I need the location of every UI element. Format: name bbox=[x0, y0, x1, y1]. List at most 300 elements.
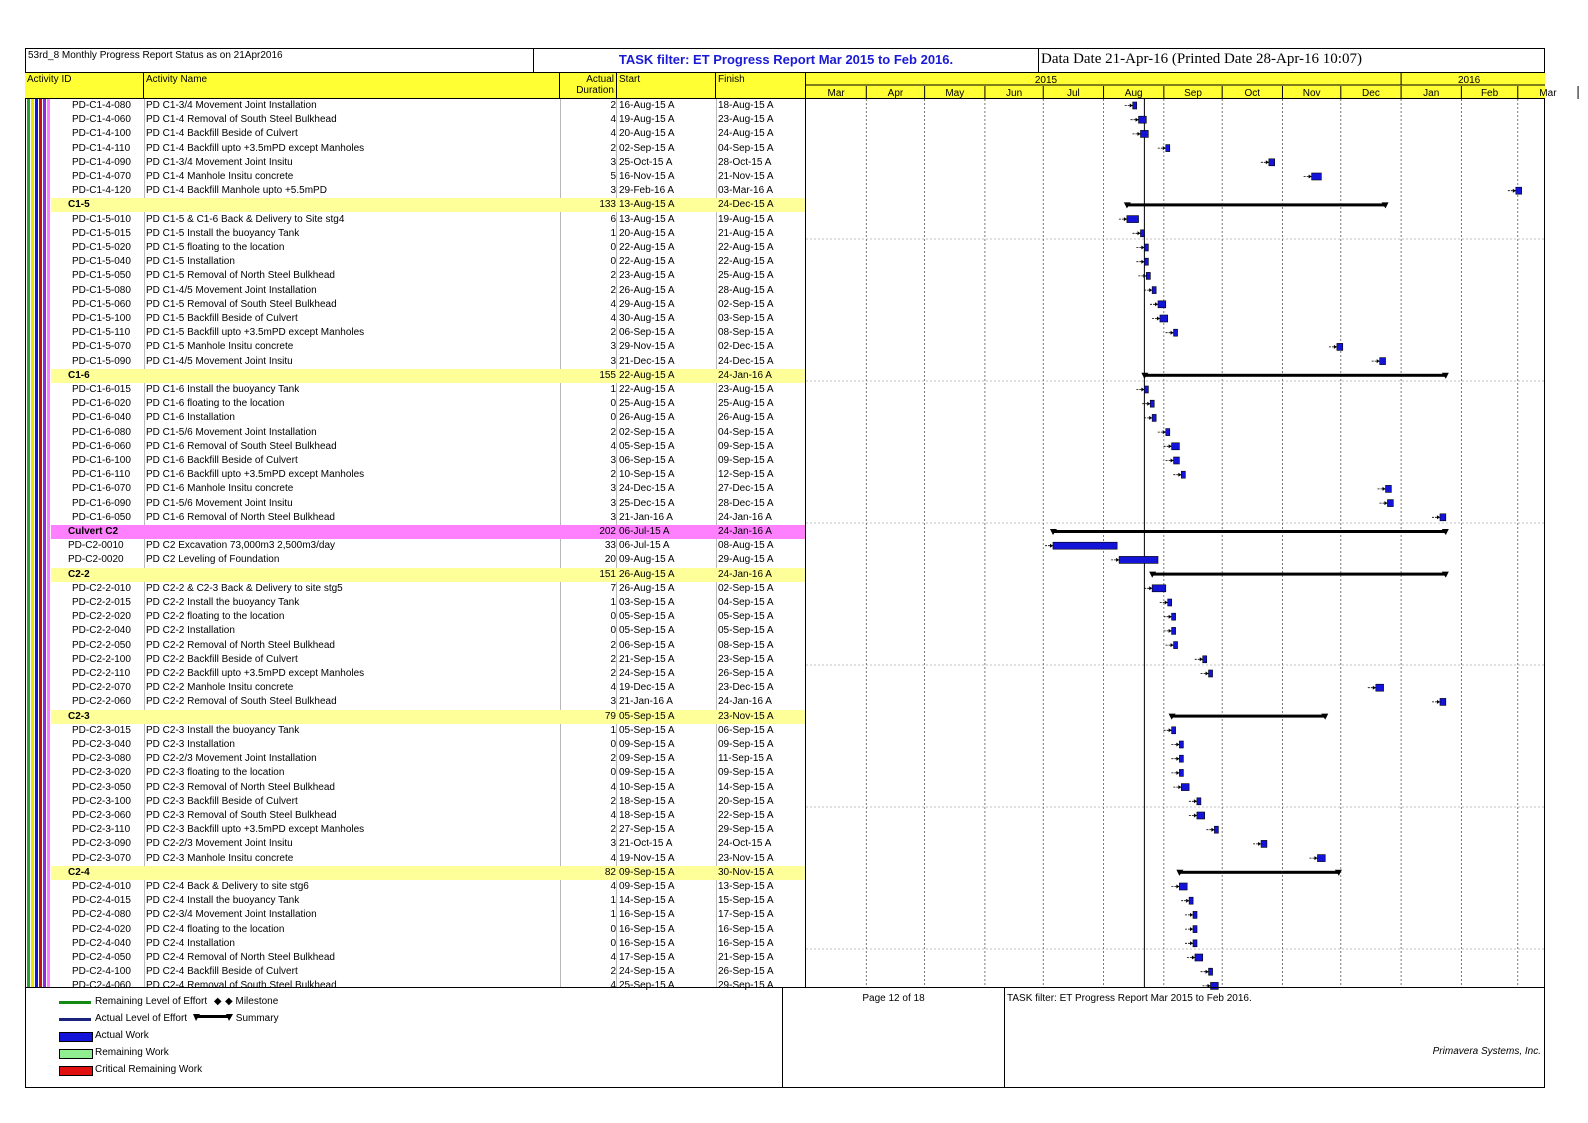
activity-id-cell: PD-C1-4-090 bbox=[72, 156, 131, 168]
activity-name-cell: PD C2-4 Backfill Beside of Culvert bbox=[146, 966, 298, 978]
relationship-arrow bbox=[1384, 501, 1387, 505]
duration-cell: 0 bbox=[610, 923, 616, 935]
actual-work-bar bbox=[1140, 230, 1144, 237]
activity-row[interactable] bbox=[25, 624, 805, 638]
duration-cell: 155 bbox=[599, 369, 616, 381]
finish-cell: 03-Sep-15 A bbox=[718, 313, 774, 324]
finish-cell: 29-Aug-15 A bbox=[718, 554, 774, 566]
activity-name-cell: PD C2-3 Removal of South Steel Bulkhead bbox=[146, 810, 337, 821]
activity-row[interactable] bbox=[25, 284, 805, 298]
actual-work-bar bbox=[1197, 798, 1201, 805]
report-title: 53rd_8 Monthly Progress Report Status as on 21Apr2016 bbox=[25, 48, 534, 73]
activity-id-cell: C2-2 bbox=[68, 568, 90, 580]
activity-row[interactable] bbox=[25, 99, 805, 113]
activity-id-cell: PD-C2-3-100 bbox=[72, 795, 131, 807]
duration-cell: 5 bbox=[610, 171, 616, 182]
start-cell: 16-Sep-15 A bbox=[619, 923, 675, 935]
activity-id-cell: PD-C2-2-060 bbox=[72, 696, 131, 708]
activity-row[interactable] bbox=[25, 511, 805, 525]
start-cell: 10-Sep-15 A bbox=[619, 469, 675, 481]
activity-row[interactable] bbox=[25, 667, 805, 681]
finish-cell: 05-Sep-15 A bbox=[718, 611, 774, 623]
activity-name-cell: PD C1-5 Removal of South Steel Bulkhead bbox=[146, 298, 337, 310]
duration-cell: 1 bbox=[610, 724, 616, 736]
activity-row[interactable] bbox=[25, 340, 805, 354]
column-header-bar bbox=[25, 73, 805, 99]
month-label: Nov bbox=[1302, 88, 1321, 99]
finish-cell: 26-Aug-15 A bbox=[718, 412, 774, 424]
activity-row[interactable] bbox=[25, 127, 805, 141]
duration-cell: 7 bbox=[610, 582, 616, 594]
start-cell: 22-Aug-15 A bbox=[619, 256, 675, 268]
actual-work-bar bbox=[1386, 485, 1392, 492]
duration-cell: 3 bbox=[610, 185, 616, 197]
start-cell: 05-Sep-15 A bbox=[619, 625, 675, 637]
task-filter-title: TASK filter: ET Progress Report Mar 2015 to Feb 2016. bbox=[534, 48, 1039, 73]
milestone-diamond-icon: ◆ bbox=[213, 996, 222, 1007]
relationship-arrow bbox=[1163, 430, 1166, 434]
start-cell: 18-Sep-15 A bbox=[619, 795, 675, 807]
activity-id-cell: PD-C1-5-020 bbox=[72, 242, 131, 253]
start-cell: 24-Sep-15 A bbox=[619, 966, 675, 978]
activity-id-cell: PD-C2-4-040 bbox=[72, 937, 131, 949]
actual-work-bar bbox=[1337, 343, 1343, 350]
finish-cell: 23-Sep-15 A bbox=[718, 653, 774, 665]
duration-cell: 3 bbox=[610, 511, 616, 523]
activity-row[interactable] bbox=[25, 497, 805, 511]
activity-name-cell: PD C1-5/6 Movement Joint Installation bbox=[146, 426, 317, 438]
finish-cell: 23-Nov-15 A bbox=[718, 852, 774, 864]
year-label: 2016 bbox=[1457, 75, 1481, 86]
start-cell: 06-Sep-15 A bbox=[619, 455, 675, 466]
finish-cell: 09-Sep-15 A bbox=[718, 455, 774, 466]
activity-name-cell: PD C1-5 Installation bbox=[146, 256, 235, 268]
start-cell: 06-Sep-15 A bbox=[619, 327, 675, 339]
start-cell: 02-Sep-15 A bbox=[619, 426, 675, 438]
relationship-arrow bbox=[1211, 828, 1214, 832]
activity-name-cell: PD C1-4 Backfill upto +3.5mPD except Manholes bbox=[146, 142, 365, 154]
month-label: Oct bbox=[1244, 88, 1261, 99]
activity-row[interactable] bbox=[25, 113, 805, 127]
relationship-arrow bbox=[1176, 743, 1179, 747]
start-cell: 05-Sep-15 A bbox=[619, 611, 675, 623]
activity-row[interactable] bbox=[25, 213, 805, 227]
relationship-arrow bbox=[1383, 487, 1386, 491]
activity-row[interactable] bbox=[25, 468, 805, 482]
finish-cell: 12-Sep-15 A bbox=[718, 469, 774, 481]
relationship-arrow bbox=[1169, 728, 1172, 732]
summary-bar bbox=[1152, 573, 1446, 576]
activity-row[interactable] bbox=[25, 454, 805, 468]
activity-name-cell: PD C1-6 Backfill Beside of Culvert bbox=[146, 455, 298, 466]
actual-work-bar bbox=[1172, 627, 1176, 634]
activity-row[interactable] bbox=[25, 965, 805, 979]
wbs-project-row[interactable] bbox=[51, 525, 805, 539]
activity-name-cell: PD C1-4 Backfill Manhole upto +5.5mPD bbox=[146, 185, 327, 197]
activity-name-cell: PD C2-4 Install the buoyancy Tank bbox=[146, 895, 300, 907]
activity-name-cell: PD C2-3 floating to the location bbox=[146, 767, 285, 779]
start-cell: 21-Jan-16 A bbox=[619, 511, 673, 523]
activity-row[interactable] bbox=[25, 326, 805, 340]
start-cell: 13-Aug-15 A bbox=[619, 199, 675, 211]
legend-critical-label: Critical Remaining Work bbox=[95, 1064, 203, 1075]
wbs-group-row[interactable] bbox=[51, 369, 805, 383]
actual-work-bar bbox=[1144, 386, 1148, 393]
activity-row[interactable] bbox=[25, 766, 805, 780]
relationship-arrow bbox=[1149, 288, 1152, 292]
activity-id-cell: PD-C1-4-100 bbox=[72, 128, 131, 140]
legend-actual-loe-swatch bbox=[59, 1018, 91, 1021]
duration-cell: 4 bbox=[610, 440, 616, 452]
activity-row[interactable] bbox=[25, 142, 805, 156]
finish-cell: 28-Dec-15 A bbox=[718, 497, 774, 509]
activity-name-cell: PD C2-2 Backfill Beside of Culvert bbox=[146, 653, 298, 665]
activity-id-cell: PD-C2-4-100 bbox=[72, 966, 131, 978]
col-duration-line1: Actual bbox=[586, 74, 614, 85]
duration-cell: 3 bbox=[610, 156, 616, 168]
activity-row[interactable] bbox=[25, 241, 805, 255]
activity-row[interactable] bbox=[25, 553, 805, 567]
activity-row[interactable] bbox=[25, 951, 805, 965]
start-cell: 19-Dec-15 A bbox=[619, 682, 675, 694]
start-cell: 16-Aug-15 A bbox=[619, 100, 675, 111]
activity-name-cell: PD C1-6 floating to the location bbox=[146, 398, 285, 410]
actual-work-bar bbox=[1181, 471, 1185, 478]
activity-id-cell: PD-C2-2-015 bbox=[72, 597, 131, 608]
activity-row[interactable] bbox=[25, 781, 805, 795]
activity-name-cell: PD C2-4 Removal of North Steel Bulkhead bbox=[146, 952, 335, 963]
finish-cell: 22-Aug-15 A bbox=[718, 256, 774, 268]
actual-work-bar bbox=[1152, 585, 1166, 592]
activity-name-cell: PD C2-3 Backfill Beside of Culvert bbox=[146, 795, 298, 807]
activity-id-cell: PD-C2-2-100 bbox=[72, 653, 131, 665]
finish-cell: 04-Sep-15 A bbox=[718, 426, 774, 438]
wbs-group-row[interactable] bbox=[51, 198, 805, 212]
activity-id-cell: PD-C1-5-060 bbox=[72, 298, 131, 310]
activity-id-cell: PD-C2-4-020 bbox=[72, 923, 131, 935]
month-label: Mar bbox=[827, 88, 845, 99]
activity-row[interactable] bbox=[25, 894, 805, 908]
activity-name-cell: PD C2-4 Installation bbox=[146, 937, 235, 949]
relationship-arrow bbox=[1186, 899, 1189, 903]
start-cell: 03-Sep-15 A bbox=[619, 597, 675, 608]
start-cell: 26-Aug-15 A bbox=[619, 412, 675, 424]
activity-name-cell: PD C1-5 floating to the location bbox=[146, 242, 285, 253]
start-cell: 22-Aug-15 A bbox=[619, 369, 675, 381]
activity-row[interactable] bbox=[25, 184, 805, 198]
activity-row[interactable] bbox=[25, 596, 805, 610]
duration-cell: 2 bbox=[610, 469, 616, 481]
activity-row[interactable] bbox=[25, 170, 805, 184]
finish-cell: 19-Aug-15 A bbox=[718, 213, 774, 225]
activity-row[interactable] bbox=[25, 681, 805, 695]
finish-cell: 23-Dec-15 A bbox=[718, 682, 774, 694]
finish-cell: 28-Aug-15 A bbox=[718, 284, 774, 296]
activity-row[interactable] bbox=[25, 440, 805, 454]
col-duration-line2: Duration bbox=[576, 85, 614, 96]
wbs-group-row[interactable] bbox=[51, 866, 805, 880]
activity-name-cell: PD C2-3 Install the buoyancy Tank bbox=[146, 724, 300, 736]
start-cell: 16-Sep-15 A bbox=[619, 937, 675, 949]
activity-row[interactable] bbox=[25, 653, 805, 667]
month-label: Jun bbox=[1006, 88, 1023, 99]
duration-cell: 6 bbox=[610, 213, 616, 225]
activity-row[interactable] bbox=[25, 582, 805, 596]
activity-name-cell: PD C1-5 Install the buoyancy Tank bbox=[146, 227, 300, 239]
activity-id-cell: PD-C2-4-010 bbox=[72, 881, 131, 892]
duration-cell: 4 bbox=[610, 682, 616, 694]
start-cell: 29-Aug-15 A bbox=[619, 298, 675, 310]
start-cell: 20-Aug-15 A bbox=[619, 128, 675, 140]
activity-id-cell: PD-C1-5-015 bbox=[72, 227, 131, 239]
activity-row[interactable] bbox=[25, 809, 805, 823]
activity-row[interactable] bbox=[25, 823, 805, 837]
activity-id-cell: PD-C1-6-020 bbox=[72, 398, 131, 410]
start-cell: 05-Sep-15 A bbox=[619, 710, 675, 722]
activity-id-cell: PD-C1-4-070 bbox=[72, 171, 131, 182]
actual-work-bar bbox=[1197, 812, 1205, 819]
month-label: Mar bbox=[1539, 88, 1557, 99]
finish-cell: 24-Jan-16 A bbox=[718, 369, 772, 381]
relationship-arrow bbox=[1437, 515, 1440, 519]
actual-work-bar bbox=[1269, 159, 1275, 166]
activity-id-cell: PD-C1-6-015 bbox=[72, 384, 131, 395]
actual-work-bar bbox=[1144, 258, 1148, 265]
start-cell: 24-Dec-15 A bbox=[619, 483, 675, 495]
start-cell: 09-Sep-15 A bbox=[619, 767, 675, 779]
duration-cell: 2 bbox=[610, 426, 616, 438]
wbs-group-row[interactable] bbox=[51, 710, 805, 724]
finish-cell: 21-Nov-15 A bbox=[718, 171, 774, 182]
activity-name-cell: PD C2-3 Manhole Insitu concrete bbox=[146, 852, 294, 864]
start-cell: 19-Nov-15 A bbox=[619, 852, 675, 864]
activity-id-cell: PD-C1-6-060 bbox=[72, 440, 131, 452]
legend-remaining-loe-swatch bbox=[59, 1001, 91, 1004]
relationship-arrow bbox=[1176, 885, 1179, 889]
duration-cell: 133 bbox=[599, 199, 616, 211]
summary-bar bbox=[1172, 715, 1326, 718]
relationship-arrow bbox=[1309, 175, 1312, 179]
activity-row[interactable] bbox=[25, 923, 805, 937]
activity-row[interactable] bbox=[25, 426, 805, 440]
activity-row[interactable] bbox=[25, 227, 805, 241]
relationship-arrow bbox=[1149, 416, 1152, 420]
activity-id-cell: PD-C2-3-080 bbox=[72, 753, 131, 765]
actual-work-bar bbox=[1440, 698, 1446, 705]
summary-bar bbox=[1127, 203, 1386, 206]
activity-row[interactable] bbox=[25, 908, 805, 922]
duration-cell: 2 bbox=[610, 753, 616, 765]
activity-row[interactable] bbox=[25, 610, 805, 624]
month-label: Feb bbox=[1480, 88, 1499, 99]
activity-name-cell: PD C2-2/3 Movement Joint Installation bbox=[146, 753, 317, 765]
relationship-arrow bbox=[1258, 842, 1261, 846]
activity-id-cell: PD-C1-6-040 bbox=[72, 412, 131, 424]
company-name: Primavera Systems, Inc. bbox=[1432, 1046, 1541, 1057]
activity-id-cell: PD-C2-0020 bbox=[68, 554, 124, 566]
summary-bar-icon bbox=[193, 1013, 233, 1023]
actual-work-bar bbox=[1166, 429, 1170, 436]
actual-work-bar bbox=[1209, 670, 1213, 677]
duration-cell: 4 bbox=[610, 980, 616, 992]
activity-id-cell: PD-C1-5-090 bbox=[72, 355, 131, 367]
activity-id-cell: C1-5 bbox=[68, 199, 90, 211]
activity-name-cell: PD C2-3 Removal of North Steel Bulkhead bbox=[146, 781, 335, 793]
relationship-arrow bbox=[1157, 317, 1160, 321]
duration-cell: 3 bbox=[610, 341, 616, 353]
duration-cell: 2 bbox=[610, 284, 616, 296]
duration-cell: 1 bbox=[610, 384, 616, 395]
col-actual-duration[interactable] bbox=[560, 73, 617, 99]
duration-cell: 79 bbox=[604, 710, 616, 722]
activity-row[interactable] bbox=[25, 880, 805, 894]
activity-name-cell: PD C1-4/5 Movement Joint Installation bbox=[146, 284, 317, 296]
activity-row[interactable] bbox=[25, 269, 805, 283]
activity-id-cell: PD-C1-6-070 bbox=[72, 483, 131, 495]
activity-name-cell: PD C1-5 Removal of North Steel Bulkhead bbox=[146, 270, 335, 282]
finish-cell: 15-Sep-15 A bbox=[718, 895, 774, 907]
month-label: Aug bbox=[1124, 88, 1143, 99]
duration-cell: 4 bbox=[610, 952, 616, 963]
start-cell: 21-Jan-16 A bbox=[619, 696, 673, 708]
activity-row[interactable] bbox=[25, 383, 805, 397]
start-cell: 16-Nov-15 A bbox=[619, 171, 675, 182]
activity-id-cell: PD-C1-4-110 bbox=[72, 142, 131, 154]
relationship-arrow bbox=[1169, 444, 1172, 448]
activity-name-cell: PD C2-2 Removal of North Steel Bulkhead bbox=[146, 639, 335, 651]
col-activity-id[interactable]: Activity ID bbox=[25, 73, 144, 99]
start-cell: 27-Sep-15 A bbox=[619, 824, 675, 836]
actual-work-bar bbox=[1179, 883, 1187, 890]
activity-id-cell: PD-C2-2-050 bbox=[72, 639, 131, 651]
activity-row[interactable] bbox=[25, 852, 805, 866]
relationship-arrow bbox=[1194, 799, 1197, 803]
activity-row[interactable] bbox=[25, 312, 805, 326]
activity-row[interactable] bbox=[25, 411, 805, 425]
activity-id-cell: PD-C2-3-110 bbox=[72, 824, 131, 836]
relationship-arrow bbox=[1124, 217, 1127, 221]
relationship-arrow bbox=[1137, 132, 1140, 136]
duration-cell: 3 bbox=[610, 696, 616, 708]
activity-name-cell: PD C2-2 Removal of South Steel Bulkhead bbox=[146, 696, 337, 708]
activity-name-cell bbox=[146, 525, 561, 539]
start-cell: 06-Jul-15 A bbox=[619, 540, 670, 552]
duration-cell: 0 bbox=[610, 256, 616, 268]
duration-cell: 2 bbox=[610, 100, 616, 111]
activity-row[interactable] bbox=[25, 156, 805, 170]
activity-row[interactable] bbox=[25, 482, 805, 496]
col-activity-name[interactable]: Activity Name bbox=[144, 73, 560, 99]
duration-cell: 4 bbox=[610, 810, 616, 821]
finish-cell: 24-Jan-16 A bbox=[718, 696, 772, 708]
footer-task-filter: TASK filter: ET Progress Report Mar 2015 to Feb 2016. bbox=[1007, 993, 1252, 1004]
activity-row[interactable] bbox=[25, 397, 805, 411]
actual-work-bar bbox=[1152, 414, 1156, 421]
duration-cell: 4 bbox=[610, 881, 616, 892]
duration-cell: 4 bbox=[610, 781, 616, 793]
activity-id-cell: PD-C2-2-040 bbox=[72, 625, 131, 637]
relationship-arrow bbox=[1176, 757, 1179, 761]
duration-cell: 2 bbox=[610, 795, 616, 807]
duration-cell: 3 bbox=[610, 455, 616, 466]
duration-cell: 3 bbox=[610, 497, 616, 509]
actual-work-bar bbox=[1209, 968, 1213, 975]
activity-name-cell: PD C2-2 Install the buoyancy Tank bbox=[146, 597, 300, 608]
legend-critical-remaining bbox=[73, 1064, 202, 1075]
actual-work-bar bbox=[1174, 329, 1178, 336]
activity-id-cell: PD-C1-6-050 bbox=[72, 511, 131, 523]
finish-cell: 30-Nov-15 A bbox=[718, 866, 774, 878]
page-number-panel bbox=[783, 987, 1005, 1088]
relationship-arrow bbox=[1171, 643, 1174, 647]
activity-name-cell: PD C2-3 Backfill upto +3.5mPD except Manholes bbox=[146, 824, 365, 836]
activity-row[interactable] bbox=[25, 255, 805, 269]
footer-info-panel bbox=[1005, 987, 1545, 1088]
summary-bar bbox=[1179, 871, 1338, 874]
month-label: Sep bbox=[1184, 88, 1202, 99]
activity-row[interactable] bbox=[25, 752, 805, 766]
duration-cell: 3 bbox=[610, 483, 616, 495]
start-cell: 21-Dec-15 A bbox=[619, 355, 675, 367]
actual-work-bar bbox=[1261, 840, 1267, 847]
finish-cell: 24-Jan-16 A bbox=[718, 511, 772, 523]
start-cell: 09-Aug-15 A bbox=[619, 554, 675, 566]
relationship-arrow bbox=[1266, 160, 1269, 164]
activity-id-cell: PD-C1-5-070 bbox=[72, 341, 131, 353]
activity-row[interactable] bbox=[25, 837, 805, 851]
actual-work-bar bbox=[1214, 826, 1218, 833]
actual-work-bar bbox=[1174, 642, 1178, 649]
start-cell: 17-Sep-15 A bbox=[619, 952, 675, 963]
col-start[interactable]: Start bbox=[617, 73, 716, 99]
activity-row[interactable] bbox=[25, 639, 805, 653]
actual-work-bar bbox=[1312, 173, 1322, 180]
start-cell: 30-Aug-15 A bbox=[619, 313, 675, 324]
duration-cell: 20 bbox=[604, 554, 616, 566]
gantt-chart bbox=[805, 73, 1557, 987]
activity-row[interactable] bbox=[25, 298, 805, 312]
activity-id-cell: PD-C2-3-015 bbox=[72, 724, 131, 736]
actual-work-bar bbox=[1144, 244, 1148, 251]
year-label: 2015 bbox=[1034, 75, 1058, 86]
relationship-arrow bbox=[1176, 771, 1179, 775]
activity-row[interactable] bbox=[25, 724, 805, 738]
activity-row[interactable] bbox=[25, 695, 805, 709]
activity-row[interactable] bbox=[25, 795, 805, 809]
actual-work-bar bbox=[1146, 272, 1150, 279]
activity-id-cell: PD-C2-4-060 bbox=[72, 980, 131, 992]
activity-name-cell: PD C1-4 Removal of South Steel Bulkhead bbox=[146, 114, 337, 126]
finish-cell: 27-Dec-15 A bbox=[718, 483, 774, 495]
start-cell: 18-Sep-15 A bbox=[619, 810, 675, 821]
activity-row[interactable] bbox=[25, 937, 805, 951]
activity-id-cell: C2-3 bbox=[68, 710, 90, 722]
finish-cell: 23-Aug-15 A bbox=[718, 384, 774, 395]
activity-row[interactable] bbox=[25, 539, 805, 553]
activity-row[interactable] bbox=[25, 355, 805, 369]
activity-name-cell: PD C1-6 Backfill upto +3.5mPD except Manholes bbox=[146, 469, 365, 481]
activity-row[interactable] bbox=[25, 738, 805, 752]
activity-name-cell: PD C2-2 Installation bbox=[146, 625, 235, 637]
finish-cell: 08-Aug-15 A bbox=[718, 540, 774, 552]
wbs-group-row[interactable] bbox=[51, 568, 805, 582]
activity-name-cell: PD C2-4 Removal of South Steel Bulkhead bbox=[146, 980, 337, 992]
col-finish[interactable]: Finish bbox=[718, 74, 745, 85]
finish-cell: 25-Aug-15 A bbox=[718, 270, 774, 282]
finish-cell: 22-Aug-15 A bbox=[718, 242, 774, 253]
activity-name-cell: PD C1-5 & C1-6 Back & Delivery to Site stg4 bbox=[146, 213, 345, 225]
finish-cell: 24-Dec-15 A bbox=[718, 199, 774, 211]
